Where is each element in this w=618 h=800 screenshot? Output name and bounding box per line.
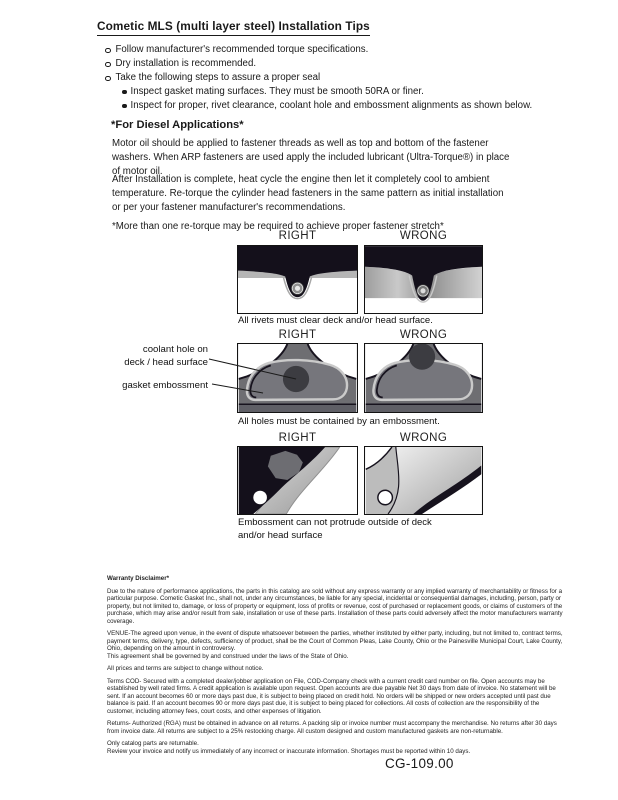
embossment-wrong-illustration	[365, 344, 482, 412]
embossment-right-diagram	[237, 343, 358, 413]
bullet-dot-icon	[122, 104, 127, 109]
bullet-dot-icon	[122, 90, 127, 95]
list-item	[105, 71, 532, 85]
returns-paragraph: Returns- Authorized (RGA) must be obtained in advance on all returns. A packing slip or invoice number must accompany the merchandise. No returns after 30 days from invoice date. All returns are subject to a 25% restocking charge. All custom designed and custom manufactured gaskets are non-returnable.	[107, 720, 557, 735]
coolant-hole-icon	[283, 366, 309, 392]
list-item	[105, 57, 532, 71]
legal-disclaimer-block	[107, 575, 565, 760]
page-code: CG-109.00	[385, 756, 454, 771]
wrong-label: WRONG	[399, 230, 448, 242]
protrusion-right-illustration	[238, 447, 357, 514]
tip-text: Follow manufacturer's recommended torque specifications.	[115, 44, 369, 55]
list-item	[122, 85, 532, 99]
warranty-disclaimer-heading: Warranty Disclaimer*	[107, 575, 170, 582]
tip-text: Inspect gasket mating surfaces. They must be smooth 50RA or finer.	[130, 86, 424, 97]
tip-text: Take the following steps to assure a proper seal	[115, 72, 321, 83]
diesel-paragraph-2: After Installation is complete, heat cycle the engine then let it completely cool to ambient temperature. Re-torque the cylinder head fasteners in the same pattern as initial installation or per your fastener manufacturer's recommendations.	[112, 174, 504, 213]
wrong-label: WRONG	[399, 329, 448, 341]
tip-text: Dry installation is recommended.	[115, 58, 257, 69]
rivet-right-illustration	[238, 246, 357, 313]
retorque-note: *More than one re-torque may be required to achieve proper fastener stretch*	[112, 221, 444, 232]
coolant-hole-icon	[409, 344, 435, 370]
right-label: RIGHT	[278, 230, 317, 242]
protrusion-right-diagram	[237, 446, 358, 515]
diesel-section-heading: *For Diesel Applications*	[111, 119, 244, 131]
rivet-clearance-right-diagram	[237, 245, 358, 314]
tip-text: Inspect for proper, rivet clearance, coolant hole and embossment alignments as shown below.	[130, 100, 533, 111]
warranty-paragraph: Due to the nature of performance applications, the parts in this catalog are sold without any express warranty or any implied warranty of merchantability or fitness for a particular purpose. Cometic Gasket Inc., shall not, under any circumstances, be liable for any special, incidental or consequential damages, including, person, party or property, but not limited to, damage, or loss of property or equipment, loss of profits or revenue, cost of purchased or replacement goods, or claims of customers of the purchase, which may arise and/or result from sale, installation or use of these parts. Installation of these parts could adversely affect the motor manufacturers warranty coverage.	[107, 587, 563, 625]
embossment-wrong-diagram	[364, 343, 483, 413]
protrusion-wrong-illustration	[365, 447, 482, 514]
wrong-label: WRONG	[399, 432, 448, 444]
protrusion-caption: Embossment can not protrude outside of deck and/or head surface	[238, 517, 432, 541]
bolt-hole-icon	[378, 490, 393, 505]
installation-tips-list	[105, 43, 532, 113]
bullet-circle-icon	[105, 62, 111, 68]
bullet-circle-icon	[105, 48, 111, 54]
prices-line: All prices and terms are subject to change without notice.	[107, 665, 264, 672]
review-line: Review your invoice and notify us immediately of any incorrect or inaccurate information. Shortages must be reported within 10 days.	[107, 747, 471, 755]
catalog-line: Only catalog parts are returnable.	[107, 740, 199, 747]
gasket-embossment-callout: gasket embossment	[122, 380, 208, 391]
terms-paragraph: Terms COD- Secured with a completed dealer/jobber application on File, COD-Company check with a current credit card number on file. Open accounts may be established by well rated firms. A credit application is available upon request. Open accounts are due payable Net 30 days from date of invoice. No statement will be sent. If an account becomes 60 or more days past due, it is subject to being placed on credit hold. No orders will be shipped or new orders accepted until past due balance is paid. If an account becomes 90 or more days past due, it is subject to being placed for collections. All costs of collection are the responsibility of the customer, including attorney fees, court costs, and other expenses of litigation.	[107, 677, 556, 715]
holes-caption: All holes must be contained by an embossment.	[238, 416, 440, 427]
rivet-wrong-illustration	[365, 246, 482, 313]
bolt-hole-icon	[253, 491, 267, 505]
diesel-paragraph-1: Motor oil should be applied to fastener threads as well as top and bottom of the fastener washers. When ARP fasteners are used apply the included lubricant (Ultra-Torque®) in place of motor oil.	[112, 138, 510, 177]
protrusion-wrong-diagram	[364, 446, 483, 515]
embossment-right-illustration	[238, 344, 357, 412]
bullet-circle-icon	[105, 76, 111, 82]
list-item	[122, 99, 532, 113]
rivet-clearance-wrong-diagram	[364, 245, 483, 314]
right-label: RIGHT	[278, 329, 317, 341]
venue-paragraph: VENUE-The agreed upon venue, in the event of dispute whatsoever between the parties, whether instituted by either party, including, but not limited to, contract terms, payment terms, delivery, type, defects, sufficiency of product, shall be the Court of Common Pleas, Lake County, Ohio or the Painesville Municipal Court, Lake County, Ohio, depending on the amount in controversy.	[107, 630, 563, 652]
coolant-hole-callout: coolant hole on deck / head surface	[124, 344, 208, 368]
list-item	[105, 43, 532, 57]
governed-line: This agreement shall be governed by and construed under the laws of the State of Ohio.	[107, 652, 349, 660]
page-title: Cometic MLS (multi layer steel) Installation Tips	[97, 19, 370, 36]
right-label: RIGHT	[278, 432, 317, 444]
rivet-caption: All rivets must clear deck and/or head surface.	[238, 315, 433, 326]
